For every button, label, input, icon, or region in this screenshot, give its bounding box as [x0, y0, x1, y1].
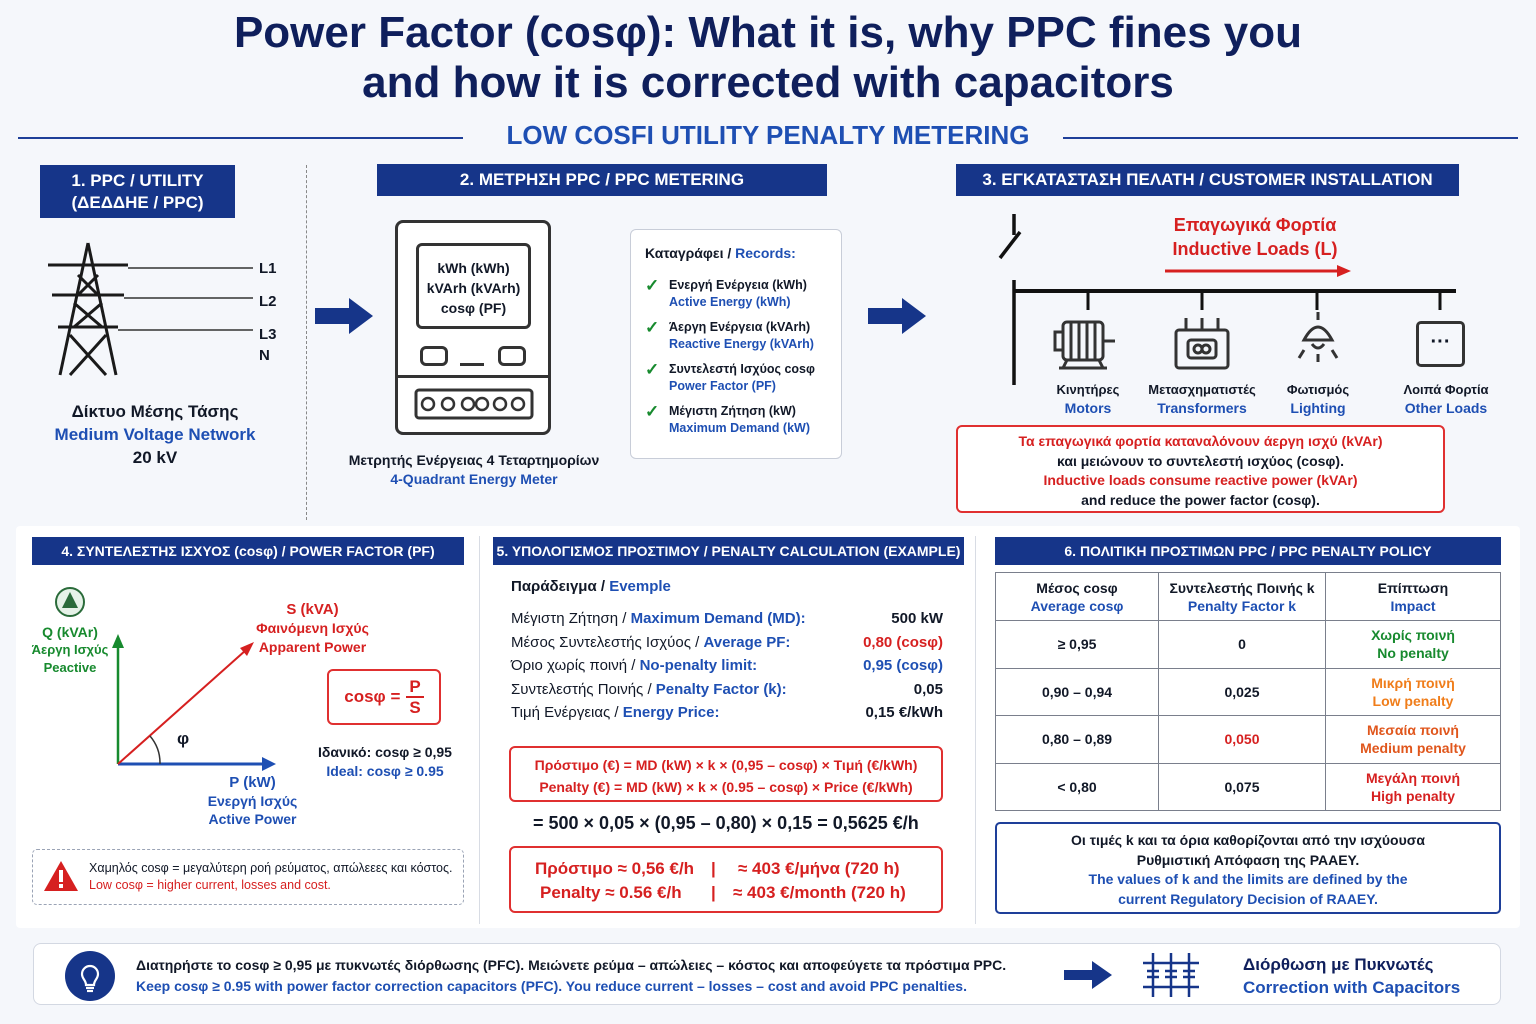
- cell-k: 0: [1159, 621, 1326, 669]
- example-row-label: [511, 631, 790, 655]
- col-header-k: [1159, 573, 1326, 621]
- ideal-gr: Ιδανικό: cosφ ≥ 0,95: [318, 744, 452, 760]
- policy-note-gr-1: Οι τιμές k και τα όρια καθορίζονται από την ισχύουσα: [1071, 832, 1425, 848]
- cell-impact: [1326, 668, 1501, 716]
- records-title: [645, 245, 841, 261]
- penalty-result-month-en: ≈ 403 €/month (720 h): [733, 883, 906, 902]
- col-header-impact: [1326, 573, 1501, 621]
- dots-icon: ···: [1416, 321, 1465, 367]
- records-title-en: Records:: [735, 245, 796, 261]
- inductive-note: [956, 425, 1445, 513]
- ideal-label: [305, 743, 465, 781]
- phi-label: φ: [177, 729, 190, 748]
- table-header-row: [996, 573, 1501, 621]
- col-header-k-gr: Συντελεστής Ποινής k: [1169, 579, 1315, 596]
- example-row-label-en: Penalty Factor (k):: [655, 680, 787, 698]
- network-gr: Δίκτυο Μέσης Τάσης: [71, 402, 239, 421]
- example-row-label-gr: Συντελεστής Ποινής /: [511, 680, 656, 698]
- col-header-k-en: Penalty Factor k: [1187, 597, 1297, 614]
- record-item: [645, 277, 841, 311]
- record-en: Reactive Energy (kVArh): [669, 337, 814, 351]
- formula-numerator: P: [406, 677, 423, 698]
- meter-display-cosphi: cosφ (PF): [440, 300, 507, 316]
- p-label-symbol: P (kW): [229, 774, 276, 791]
- title-line-1: Power Factor (cosφ): What it is, why PPC fines you: [233, 8, 1303, 57]
- footer-bar: [33, 943, 1501, 1005]
- cell-impact-gr: Χωρίς ποινή: [1371, 627, 1455, 644]
- example-title-gr: Παράδειγμα /: [511, 578, 610, 595]
- table-row: [996, 668, 1501, 716]
- example-row-value: 500 kW: [891, 610, 943, 627]
- penalty-formula-gr: Πρόστιμο (€) = MD (kW) × k × (0,95 – cosφ) × Τιμή (€/kWh): [534, 757, 918, 773]
- penalty-table: [995, 572, 1501, 811]
- section-1-header-line1: 1. PPC / UTILITY: [71, 170, 204, 190]
- divider-5-6: [975, 536, 976, 924]
- line-label-l3: L3: [259, 326, 277, 343]
- subtitle-bar: [18, 118, 1518, 152]
- example-title: [511, 578, 671, 595]
- penalty-result-box: [509, 846, 943, 913]
- section-6-header: 6. ΠΟΛΙΤΙΚΗ ΠΡΟΣΤΙΜΩΝ PPC / PPC PENALTY POLICY: [995, 537, 1501, 565]
- col-header-impact-en: Impact: [1390, 597, 1436, 614]
- penalty-result-sep-2: |: [711, 883, 716, 902]
- policy-note-gr-2: Ρυθμιστική Απόφαση της ΡΑΑΕΥ.: [1136, 851, 1360, 868]
- pylon-icon: [40, 235, 290, 380]
- cell-impact-en: No penalty: [1377, 645, 1449, 662]
- meter-caption-gr: Μετρητής Ενέργειας 4 Τεταρτημορίων: [348, 452, 600, 468]
- load-lighting-en: Lighting: [1290, 400, 1346, 416]
- load-motors: [1033, 381, 1143, 417]
- arrow-right-icon: [315, 296, 375, 336]
- table-row: [996, 716, 1501, 764]
- example-row-value: 0,80 (cosφ): [863, 633, 943, 651]
- example-row-label-en: Maximum Demand (MD):: [630, 610, 806, 627]
- example-title-en: Evemple: [609, 578, 671, 595]
- warning-en: Low cosφ = higher current, losses and cost.: [89, 878, 331, 892]
- load-transformers-en: Transformers: [1157, 400, 1247, 416]
- col-header-pf: [996, 573, 1159, 621]
- footer-right-en: Correction with Capacitors: [1243, 978, 1461, 997]
- formula-box: [327, 669, 441, 725]
- penalty-calculation: = 500 × 0,05 × (0,95 – 0,80) × 0,15 = 0,5625 €/h: [533, 813, 919, 833]
- records-box: [630, 229, 842, 459]
- example-row-value: 0,05: [913, 680, 943, 698]
- meter-button-left: [420, 346, 448, 366]
- check-icon: ✓: [645, 402, 660, 421]
- p-label: [190, 774, 315, 828]
- s-label-symbol: S (kVA): [286, 601, 339, 618]
- penalty-formula-en: Penalty (€) = MD (kW) × k × (0.95 – cosφ) × Price (€/kWh): [539, 779, 913, 795]
- warning-box: [32, 849, 464, 905]
- transformer-icon: [1172, 314, 1232, 374]
- penalty-result-month-gr: ≈ 403 €/μήνα (720 h): [738, 859, 900, 878]
- s-label: [240, 600, 385, 657]
- cell-impact-en: High penalty: [1370, 787, 1455, 804]
- example-row: [511, 701, 943, 725]
- cell-pf: 0,90 – 0,94: [996, 668, 1159, 716]
- arrow-right-icon: [868, 296, 928, 336]
- example-row: [511, 607, 943, 631]
- cell-k: 0,075: [1159, 763, 1326, 811]
- cell-k: 0,050: [1159, 716, 1326, 764]
- section-3-header: 3. ΕΓΚΑΤΑΣΤΑΣΗ ΠΕΛΑΤΗ / CUSTOMER INSTALLATION: [956, 164, 1459, 196]
- line-labels: [259, 258, 277, 366]
- penalty-result-en: Penalty ≈ 0.56 €/h: [540, 883, 682, 902]
- col-header-pf-gr: Μέσος cosφ: [1036, 579, 1118, 596]
- cell-k: 0,025: [1159, 668, 1326, 716]
- divider-1: [306, 165, 307, 520]
- cell-impact: [1326, 763, 1501, 811]
- policy-note-en-1: The values of k and the limits are defined by the: [1088, 871, 1408, 887]
- q-label-symbol: Q (kVAr): [42, 624, 98, 640]
- lightbulb-icon: [64, 950, 116, 1002]
- meter-display-kwh: kWh (kWh): [437, 260, 510, 276]
- load-transformers: [1137, 381, 1267, 417]
- meter-caption: [335, 451, 613, 489]
- penalty-policy-table: [995, 572, 1501, 810]
- formula-fraction: [406, 677, 423, 717]
- penalty-formula-box: [509, 746, 943, 802]
- warning-text: [89, 860, 459, 894]
- network-en: Medium Voltage Network: [54, 425, 256, 444]
- footer-right-gr: Διόρθωση με Πυκνωτές: [1243, 955, 1434, 974]
- load-motors-gr: Κινητήρες: [1056, 382, 1120, 397]
- p-label-en: Active Power: [208, 811, 297, 827]
- p-label-gr: Ενεργή Ισχύς: [207, 793, 298, 809]
- record-gr: Άεργη Ενέργεια (kVArh): [669, 320, 811, 334]
- example-row-label-gr: Τιμή Ενέργειας /: [511, 704, 623, 721]
- inductive-loads-gr: Επαγωγικά Φορτία: [1173, 215, 1337, 235]
- formula-denominator: S: [409, 698, 421, 717]
- col-header-impact-gr: Επίπτωση: [1377, 579, 1449, 596]
- lamp-icon: [1294, 310, 1344, 372]
- meter-button-right: [498, 346, 526, 366]
- records-list: [645, 277, 841, 437]
- policy-note: [995, 822, 1501, 914]
- record-en: Active Energy (kWh): [669, 295, 791, 309]
- load-lighting-gr: Φωτισμός: [1286, 382, 1350, 397]
- example-row-label: [511, 678, 787, 702]
- record-item: [645, 361, 841, 395]
- meter-slot: [460, 363, 484, 366]
- divider-4-5: [479, 536, 480, 924]
- section-2-header: 2. ΜΕΤΡΗΣΗ PPC / PPC METERING: [377, 164, 827, 196]
- footer-right-label: [1243, 953, 1460, 999]
- example-row-label-gr: Μέγιστη Ζήτηση /: [511, 610, 631, 627]
- cell-pf: < 0,80: [996, 763, 1159, 811]
- check-icon: ✓: [645, 360, 660, 379]
- page-title: [0, 8, 1536, 108]
- cell-pf: 0,80 – 0,89: [996, 716, 1159, 764]
- example-row-label-en: No-penalty limit:: [639, 657, 758, 674]
- check-icon: ✓: [645, 276, 660, 295]
- record-item: [645, 403, 841, 437]
- subtitle: LOW COSFI UTILITY PENALTY METERING: [506, 120, 1030, 150]
- table-row: [996, 763, 1501, 811]
- record-en: Maximum Demand (kW): [669, 421, 810, 435]
- meter-divider: [398, 375, 548, 378]
- ideal-en: Ideal: cosφ ≥ 0.95: [326, 763, 444, 779]
- q-label-gr: Άεργη Ισχύς: [31, 642, 109, 657]
- meter-display: [416, 243, 531, 329]
- record-en: Power Factor (PF): [669, 379, 776, 393]
- energy-meter: [395, 220, 551, 435]
- section-5-header: 5. ΥΠΟΛΟΓΙΣΜΟΣ ΠΡΟΣΤΙΜΟΥ / PENALTY CALCULATION (EXAMPLE): [493, 537, 964, 565]
- penalty-result-gr: Πρόστιμο ≈ 0,56 €/h: [535, 859, 695, 878]
- example-row-label: [511, 607, 806, 631]
- meter-terminals-icon: [414, 388, 534, 420]
- record-gr: Συντελεστή Ισχύος cosφ: [669, 362, 815, 376]
- col-header-pf-en: Average cosφ: [1030, 597, 1124, 614]
- cell-impact: [1326, 621, 1501, 669]
- network-caption: [30, 400, 280, 469]
- motor-icon: [1053, 312, 1123, 372]
- arrow-right-icon: [1064, 957, 1114, 993]
- warning-icon: [43, 859, 79, 893]
- example-row-label: [511, 654, 757, 678]
- cell-impact-gr: Μεγάλη ποινή: [1365, 769, 1461, 786]
- example-rows: [511, 607, 943, 725]
- load-motors-en: Motors: [1064, 400, 1112, 416]
- title-line-2: and how it is corrected with capacitors: [362, 58, 1174, 107]
- section-4-header: 4. ΣΥΝΤΕΛΕΣΤΗΣ ΙΣΧΥΟΣ (cosφ) / POWER FACTOR (PF): [32, 537, 464, 565]
- load-other: [1386, 381, 1506, 417]
- cell-impact-gr: Μικρή ποινή: [1371, 674, 1455, 691]
- s-label-en: Apparent Power: [258, 639, 367, 655]
- cell-impact: [1326, 716, 1501, 764]
- load-transformers-gr: Μετασχηματιστές: [1148, 382, 1256, 397]
- q-label: [20, 623, 120, 677]
- footer-text-en: Keep cosφ ≥ 0.95 with power factor correction capacitors (PFC). You reduce current – losses – cost and avoid PPC penalties.: [136, 978, 967, 994]
- table-row: [996, 621, 1501, 669]
- section-1-header-line2: (ΔΕΔΔΗΕ / PPC): [71, 192, 204, 212]
- meter-display-kvarh: kVArh (kVArh): [426, 280, 521, 296]
- footer-text-gr: Διατηρήστε το cosφ ≥ 0,95 με πυκνωτές διόρθωσης (PFC). Μειώνετε ρεύμα – απώλειες – κόστος και αποφεύγετε τα πρόστιμα PPC.: [136, 957, 1007, 973]
- load-other-gr: Λοιπά Φορτία: [1403, 382, 1489, 397]
- section-1-header: [40, 165, 235, 218]
- example-row-label-gr: Μέσος Συντελεστής Ισχύος /: [511, 633, 704, 651]
- formula-lhs: cosφ =: [344, 687, 401, 706]
- meter-caption-en: 4-Quadrant Energy Meter: [390, 471, 558, 487]
- penalty-result-sep-1: |: [711, 859, 716, 878]
- inductive-note-en-2: and reduce the power factor (cosφ).: [1081, 491, 1320, 508]
- load-lighting: [1263, 381, 1373, 417]
- example-row-label-en: Energy Price:: [622, 704, 720, 721]
- capacitor-bank-icon: [1139, 949, 1203, 1001]
- policy-note-en-2: current Regulatory Decision of RAAEY.: [1118, 890, 1378, 907]
- check-icon: ✓: [645, 318, 660, 337]
- load-other-en: Other Loads: [1404, 400, 1488, 416]
- cell-impact-en: Medium penalty: [1360, 740, 1466, 757]
- example-row-value: 0,15 €/kWh: [865, 704, 943, 721]
- records-title-gr: Καταγράφει /: [645, 245, 736, 261]
- cell-impact-gr: Μεσαία ποινή: [1367, 722, 1459, 739]
- line-label-l1: L1: [259, 260, 277, 277]
- inductive-loads-en: Inductive Loads (L): [1172, 239, 1338, 259]
- network-voltage: 20 kV: [132, 448, 178, 467]
- example-row: [511, 631, 943, 655]
- example-row: [511, 678, 943, 702]
- line-label-n: N: [259, 347, 270, 364]
- cell-pf: ≥ 0,95: [996, 621, 1159, 669]
- example-row-label: [511, 701, 719, 725]
- example-row-label-en: Average PF:: [703, 633, 791, 651]
- inductive-note-gr-2: και μειώνουν το συντελεστή ισχύος (cosφ).: [1057, 452, 1344, 469]
- s-label-gr: Φαινόμενη Ισχύς: [256, 620, 369, 636]
- example-row-value: 0,95 (cosφ): [863, 657, 943, 674]
- record-item: [645, 319, 841, 353]
- inductive-note-gr-1: Τα επαγωγικά φορτία καταναλόνουν άεργη ισχύ (kVAr): [1018, 433, 1383, 449]
- record-gr: Ενεργή Ενέργεια (kWh): [669, 278, 807, 292]
- loads-labels: [1010, 381, 1489, 421]
- line-label-l2: L2: [259, 293, 277, 310]
- cell-impact-en: Low penalty: [1372, 692, 1454, 709]
- q-label-en: Peactive: [43, 660, 97, 675]
- example-row: [511, 654, 943, 678]
- record-gr: Μέγιστη Ζήτηση (kW): [669, 404, 796, 418]
- warning-gr: Χαμηλός cosφ = μεγαλύτερη ροή ρεύματος, απώλεεες και κόστος.: [89, 861, 453, 875]
- inductive-note-en-1: Inductive loads consume reactive power (kVAr): [1043, 472, 1358, 488]
- example-row-label-gr: Όριο χωρίς ποινή /: [511, 657, 640, 674]
- footer-text: [136, 955, 1056, 997]
